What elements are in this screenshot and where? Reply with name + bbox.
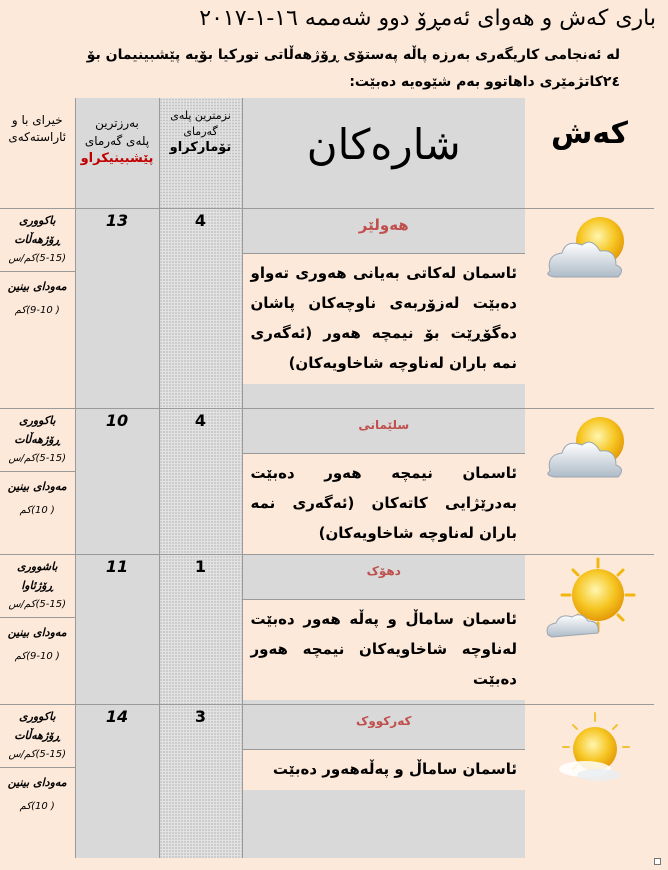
city-row-sulaymaniyah bbox=[0, 409, 654, 555]
max-temp-value: 11 bbox=[105, 557, 129, 576]
city-cell bbox=[242, 209, 525, 409]
visibility-label: مەودای بینین bbox=[7, 776, 67, 789]
sun-with-small-cloud-icon bbox=[540, 555, 640, 645]
icon-cell bbox=[525, 705, 654, 858]
weather-description: ئاسمان ساماڵ و پەڵە هەور دەبێت لەناوچە شاخاویەکان نیمچە هەور دەبێت bbox=[243, 600, 526, 700]
sun-behind-cloud-icon bbox=[540, 209, 640, 289]
wind-direction: باشووری ڕۆژئاوا bbox=[16, 560, 58, 592]
city-cell bbox=[242, 555, 525, 705]
page-title: باری کەش و هەوای ئەمڕۆ دوو شەممە ١٦-١-٢٠١٧ bbox=[199, 6, 656, 31]
city-cell bbox=[242, 409, 525, 555]
wind-cell bbox=[0, 555, 75, 705]
city-cell bbox=[242, 705, 525, 858]
header-max-line1: بەرزترین bbox=[95, 116, 139, 130]
header-min-line1: نزمترین پلەی bbox=[170, 109, 231, 122]
visibility-label: مەودای بینین bbox=[7, 626, 67, 639]
header-max-line3: پێشبینیکراو bbox=[80, 151, 154, 166]
wind-speed: (5-15)کم/س bbox=[8, 749, 66, 760]
city-row-kirkuk bbox=[0, 705, 654, 858]
city-name: هەولێر bbox=[243, 209, 526, 254]
header-wind-line1: خیرای با و bbox=[11, 113, 63, 127]
header-city-label: شارەکان bbox=[306, 120, 461, 169]
icon-cell bbox=[525, 209, 654, 409]
weather-description: ئاسمان ساماڵ و پەڵەهەور دەبێت bbox=[243, 750, 526, 790]
resize-handle bbox=[654, 858, 661, 865]
header-wind-line2: ئاراستەکەی bbox=[8, 130, 67, 144]
weather-description: ئاسمان نیمچە هەور دەبێت بەدرێژایی کاتەکان (ئەگەری نمە باران لەناوچە شاخاویەکان) bbox=[243, 454, 526, 554]
wind-direction: باکووری ڕۆژهەڵات bbox=[14, 214, 61, 246]
intro-text: لە ئەنجامی کاریگەری بەرزە پاڵە پەستۆی ڕۆژهەڵاتی تورکیا بۆیە پێشبینیمان بۆ ٢٤کاتژمێری داهاتوو بەم شێوەیە دەبێت: bbox=[86, 47, 620, 90]
header-min-line2: گەرمای bbox=[183, 125, 218, 138]
visibility-value: ( 9-10)کم bbox=[14, 651, 60, 662]
city-name: کەرکووک bbox=[243, 705, 526, 750]
city-name: سلێمانی bbox=[243, 409, 526, 454]
max-temp-value: 13 bbox=[105, 211, 129, 230]
header-max-line2: پلەی گەرمای bbox=[84, 134, 150, 148]
city-row-duhok bbox=[0, 555, 654, 705]
max-temp-value: 10 bbox=[105, 411, 129, 430]
city-name: دهۆک bbox=[243, 555, 526, 600]
header-weather bbox=[525, 98, 654, 209]
header-wind bbox=[0, 98, 75, 209]
wind-cell bbox=[0, 705, 75, 858]
sun-behind-cloud-icon bbox=[540, 409, 640, 489]
visibility-value: ( 10)کم bbox=[19, 801, 55, 812]
min-temp-value: 3 bbox=[194, 707, 207, 726]
header-row bbox=[0, 98, 654, 209]
visibility-label: مەودای بینین bbox=[7, 280, 67, 293]
min-temp-value: 4 bbox=[194, 411, 207, 430]
visibility-value: ( 10)کم bbox=[19, 505, 55, 516]
header-min-temp bbox=[159, 98, 242, 209]
visibility-value: ( 9-10)کم bbox=[14, 305, 60, 316]
icon-cell bbox=[525, 409, 654, 555]
visibility-label: مەودای بینین bbox=[7, 480, 67, 493]
sun-with-haze-icon bbox=[545, 705, 635, 795]
city-row-erbil bbox=[0, 209, 654, 409]
wind-speed: (5-15)کم/س bbox=[8, 599, 66, 610]
wind-direction: باکووری ڕۆژهەڵات bbox=[14, 414, 61, 446]
header-city bbox=[242, 98, 525, 209]
icon-cell bbox=[525, 555, 654, 705]
weather-table bbox=[0, 98, 654, 858]
header-max-temp bbox=[75, 98, 159, 209]
max-temp-value: 14 bbox=[105, 707, 129, 726]
header-min-line3: تۆمارکراو bbox=[169, 140, 232, 155]
wind-cell bbox=[0, 209, 75, 409]
weather-description: ئاسمان لەکاتی بەیانی هەوری تەواو دەبێت لەزۆربەی ناوچەکان پاشان دەگۆڕێت بۆ نیمچە هەور (ئەگەری نمە باران لەناوچە شاخاویەکان) bbox=[243, 254, 526, 384]
wind-cell bbox=[0, 409, 75, 555]
wind-direction: باکووری ڕۆژهەڵات bbox=[14, 710, 61, 742]
header-weather-label: کەش bbox=[550, 116, 629, 151]
wind-speed: (5-15)کم/س bbox=[8, 253, 66, 264]
wind-speed: (5-15)کم/س bbox=[8, 453, 66, 464]
min-temp-value: 4 bbox=[194, 211, 207, 230]
min-temp-value: 1 bbox=[194, 557, 207, 576]
